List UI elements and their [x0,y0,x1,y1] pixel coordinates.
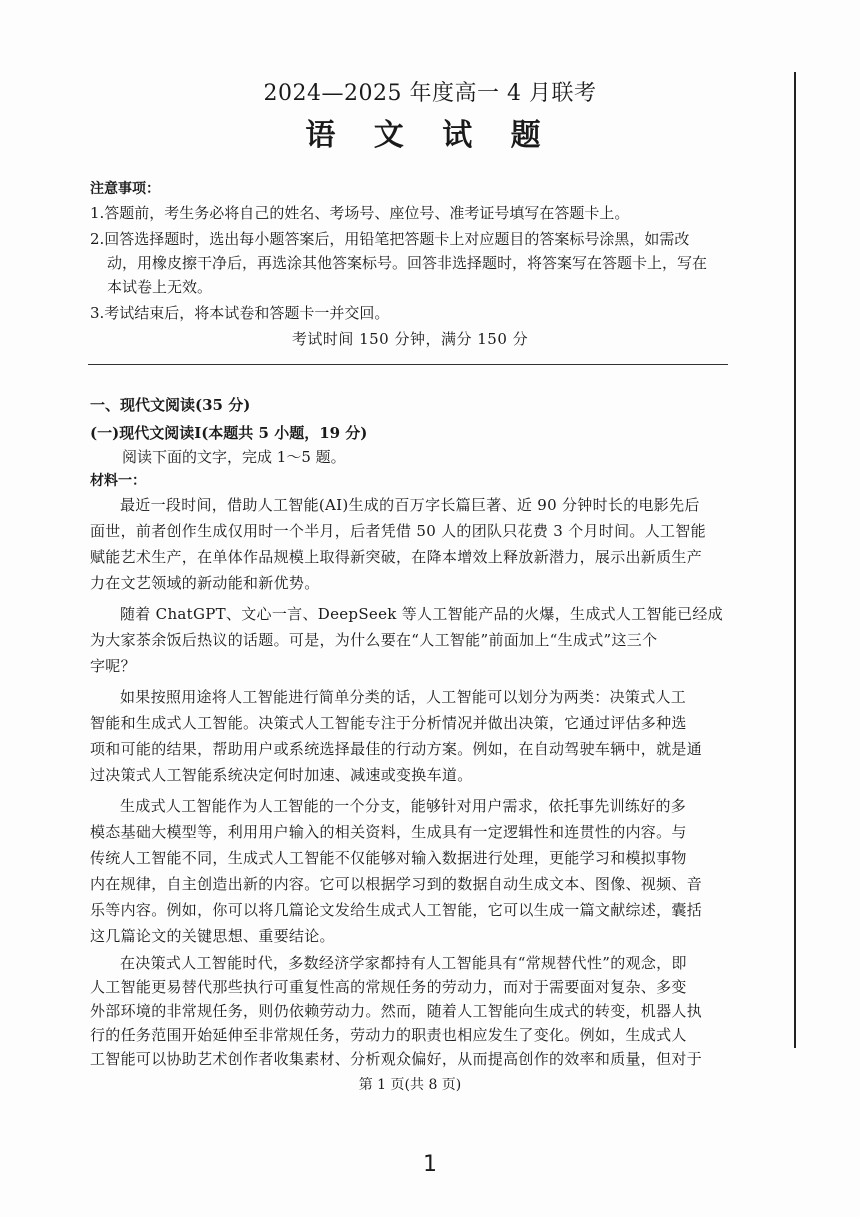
note-line-2-cont2: 本试卷上无效。 [107,278,213,296]
body-line: 工智能可以协助艺术创作者收集素材、分析观众偏好，从而提高创作的效率和质量，但对于 [90,1050,703,1068]
page-number: 1 [423,1152,437,1177]
material-label: 材料一： [90,473,146,489]
body-line: 模态基础大模型等，利用用户输入的相关资料，生成具有一定逻辑性和连贯性的内容。与 [90,823,687,841]
body-line: 传统人工智能不同，生成式人工智能不仅能够对输入数据进行处理，更能学习和模拟事物 [90,849,687,867]
note-line-1: 1.答题前，考生务必将自己的姓名、考场号、座位号、准考证号填写在答题卡上。 [90,204,630,222]
body-line: 智能和生成式人工智能。决策式人工智能专注于分析情况并做出决策，它通过评估多种选 [90,714,687,732]
reading-instruction: 阅读下面的文字，完成 1～5 题。 [122,448,346,466]
section-heading: 一、现代文阅读(35 分) [90,396,251,414]
body-line: 如果按照用途将人工智能进行简单分类的话，人工智能可以划分为两类：决策式人工 [120,688,687,706]
note-line-2: 2.回答选择题时，选出每小题答案后，用铅笔把答题卡上对应题目的答案标号涂黑，如需改 [90,230,690,248]
body-line: 为大家茶余饭后热议的话题。可是，为什么要在“人工智能”前面加上“生成式”这三个 [90,631,658,649]
body-line: 项和可能的结果，帮助用户或系统选择最佳的行动方案。例如，在自动驾驶车辆中，就是通 [90,740,703,758]
page-footer: 第 1 页(共 8 页) [358,1077,462,1093]
body-line: 乐等内容。例如，你可以将几篇论文发给生成式人工智能，它可以生成一篇文献综述，囊括 [90,901,703,919]
body-line: 随着 ChatGPT、文心一言、DeepSeek 等人工智能产品的火爆，生成式人工智能已经成 [120,605,724,623]
body-line: 外部环境的非常规任务，则仍依赖劳动力。然而，随着人工智能向生成式的转变，机器人执 [90,1002,703,1020]
body-line: 行的任务范围开始延伸至非常规任务，劳动力的职责也相应发生了变化。例如，生成式人 [90,1026,687,1044]
exam-title: 2024—2025 年度高一 4 月联考 [263,81,597,106]
body-line: 生成式人工智能作为人工智能的一个分支，能够针对用户需求，依托事先训练好的多 [120,797,687,815]
subsection-heading: (一)现代文阅读Ⅰ(本题共 5 小题，19 分) [90,424,368,442]
body-line: 在决策式人工智能时代，多数经济学家都持有人工智能具有“常规替代性”的观念，即 [120,954,687,972]
note-line-2-cont: 动，用橡皮擦干净后，再选涂其他答案标号。回答非选择题时，将答案写在答题卡上，写在 [107,254,708,272]
notes-heading: 注意事项： [90,181,160,197]
body-line: 过决策式人工智能系统决定何时加速、减速或变换车道。 [90,766,473,784]
binding-rule [794,72,796,1048]
exam-meta: 考试时间 150 分钟，满分 150 分 [291,330,529,348]
body-line: 这几篇论文的关键思想、重要结论。 [90,927,335,945]
body-line: 最近一段时间，借助人工智能(AI)生成的百万字长篇巨著、近 90 分钟时长的电影先后 [120,496,700,514]
body-line: 面世，前者创作生成仅用时一个半月，后者凭借 50 人的团队只花费 3 个月时间。人工智能 [90,522,706,540]
section-divider [88,364,728,365]
body-line: 力在文艺领域的新动能和新优势。 [90,574,320,592]
body-line: 字呢？ [90,657,136,675]
note-line-3: 3.考试结束后，将本试卷和答题卡一并交回。 [90,304,390,322]
body-line: 赋能艺术生产，在单体作品规模上取得新突破，在降本增效上释放新潜力，展示出新质生产 [90,548,703,566]
body-line: 内在规律，自主创造出新的内容。它可以根据学习到的数据自动生成文本、图像、视频、音 [90,875,703,893]
subject-title: 语 文 试 题 [305,118,555,153]
body-line: 人工智能更易替代那些执行可重复性高的常规任务的劳动力，而对于需要面对复杂、多变 [90,978,687,996]
